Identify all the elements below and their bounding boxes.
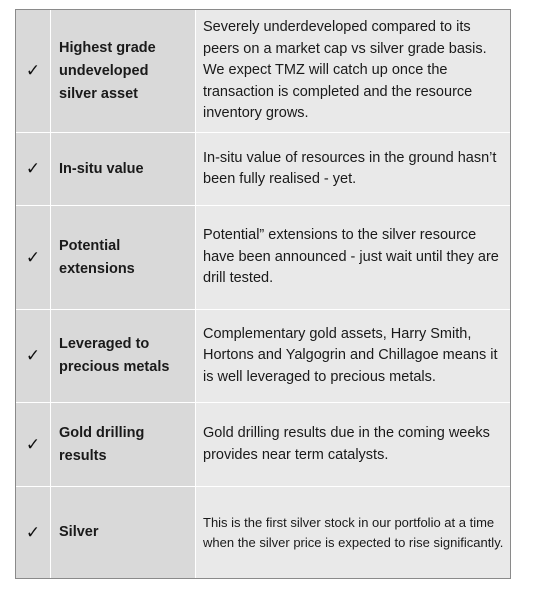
- row-description: Potential” extensions to the silver resource have been announced - just wait until they are drill tested.: [196, 206, 510, 309]
- checkmark-icon: ✓: [25, 522, 41, 543]
- table-row: [16, 206, 510, 310]
- table-row: [16, 133, 510, 206]
- row-label: Leveraged to precious metals: [51, 310, 196, 402]
- check-cell: [16, 10, 51, 132]
- row-description: This is the first silver stock in our portfolio at a time when the silver price is expected to rise significantly.: [196, 487, 510, 578]
- row-description: Complementary gold assets, Harry Smith, Hortons and Yalgogrin and Chillagoe means it is well leveraged to precious metals.: [196, 310, 510, 402]
- checkmark-icon: ✓: [25, 61, 41, 81]
- row-label: Gold drilling results: [51, 403, 196, 486]
- row-description: Gold drilling results due in the coming weeks provides near term catalysts.: [196, 403, 510, 486]
- check-cell: [16, 310, 51, 402]
- table-row: [16, 10, 510, 133]
- row-label: In-situ value: [51, 133, 196, 205]
- investment-thesis-table: [15, 9, 511, 579]
- row-label: Highest grade undeveloped silver asset: [51, 10, 196, 132]
- check-cell: [16, 487, 51, 578]
- row-description: Severely underdeveloped compared to its peers on a market cap vs silver grade basis. We expect TMZ will catch up once the transaction is completed and the resource inventory grows.: [196, 10, 510, 132]
- check-cell: [16, 403, 51, 486]
- table-row: [16, 310, 510, 403]
- table-row: [16, 403, 510, 487]
- row-label: Potential extensions: [51, 206, 196, 309]
- checkmark-icon: ✓: [25, 159, 41, 179]
- row-description: In-situ value of resources in the ground hasn’t been fully realised - yet.: [196, 133, 510, 205]
- table-row: [16, 487, 510, 578]
- checkmark-icon: ✓: [25, 247, 41, 268]
- checkmark-icon: ✓: [25, 434, 41, 455]
- checkmark-icon: ✓: [25, 346, 41, 366]
- row-label: Silver: [51, 487, 196, 578]
- check-cell: [16, 133, 51, 205]
- check-cell: [16, 206, 51, 309]
